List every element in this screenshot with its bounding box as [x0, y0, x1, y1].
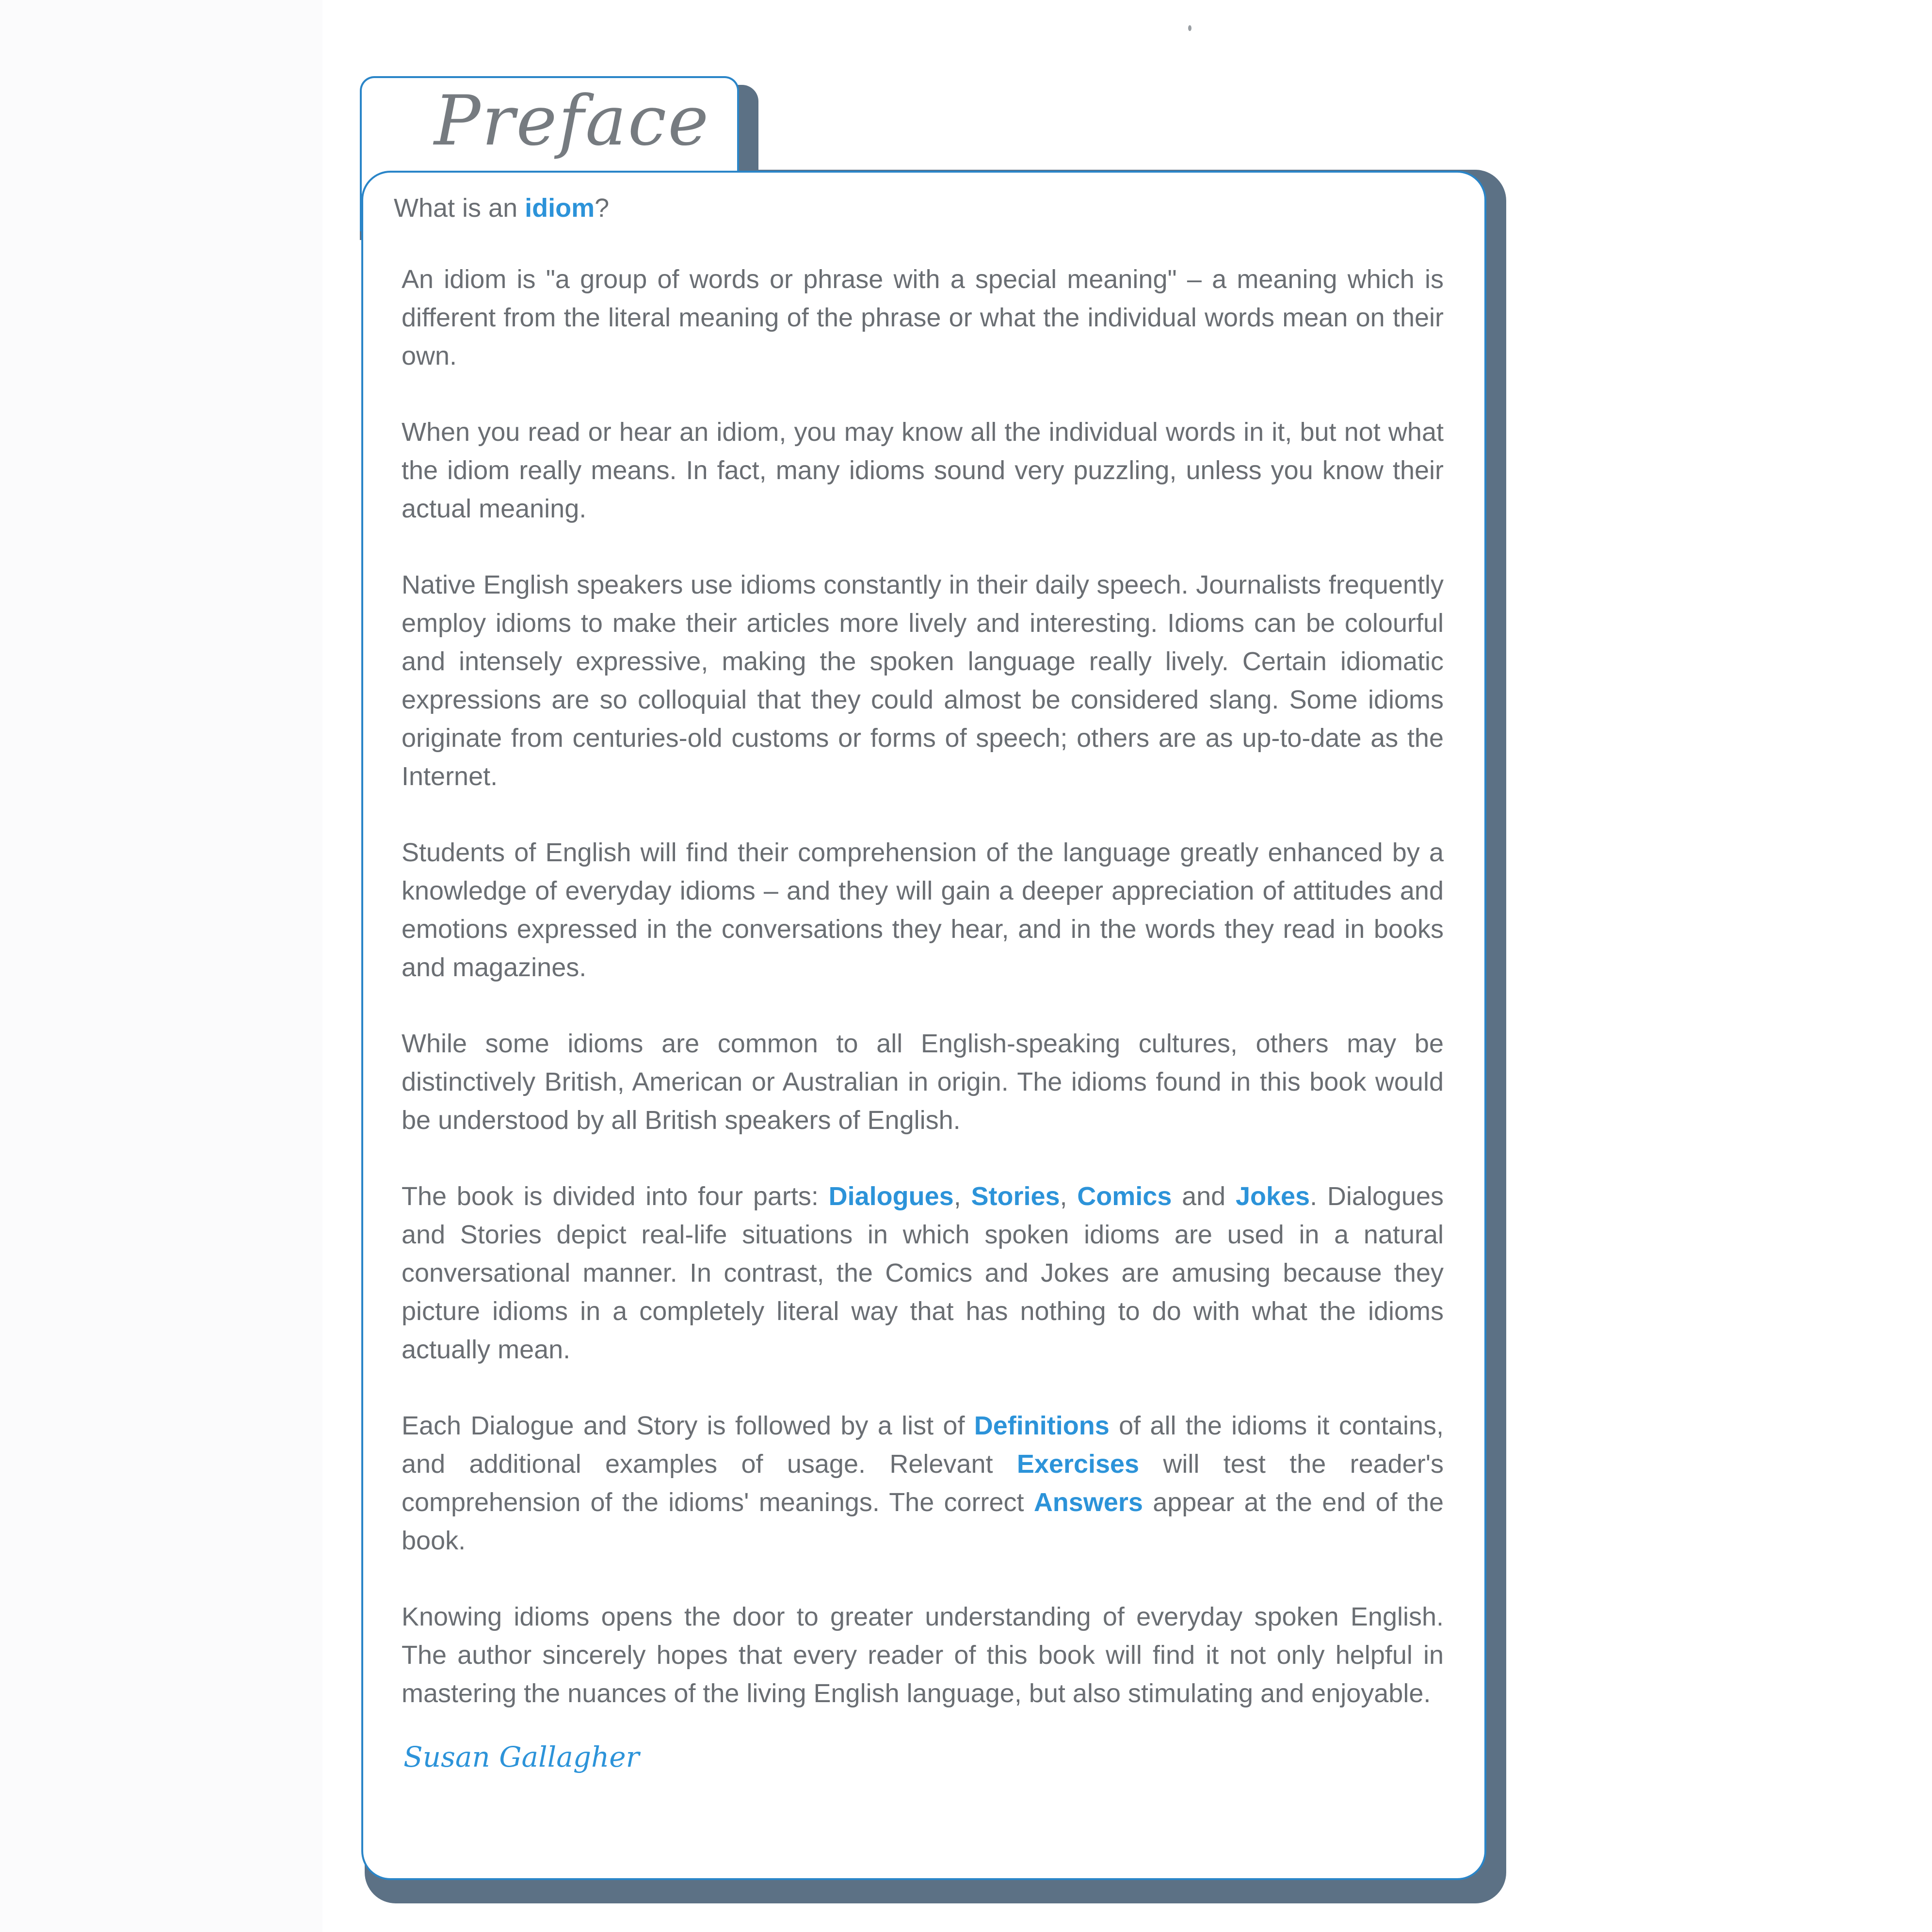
text-segment: will test the reader's comprehension of the idioms' meanings. The correct — [402, 1449, 1444, 1517]
text-segment: , — [953, 1182, 971, 1211]
part-dialogues: Dialogues — [828, 1182, 954, 1211]
text-segment: . Dialogues and Stories depict real-life situations in which spoken idioms are used in a natural conversational manner. In contrast, the Comics and Jokes are amusing because they picture idioms in a completely literal way that has nothing to do with what the idioms actually mean. — [402, 1182, 1444, 1364]
paragraph-structure — [402, 1407, 1444, 1560]
page-title: Preface — [434, 81, 710, 161]
part-comics: Comics — [1077, 1182, 1172, 1211]
idiom-term: idiom — [525, 193, 595, 223]
part-stories: Stories — [971, 1182, 1060, 1211]
text-segment: The book is divided into four parts: — [402, 1182, 829, 1211]
question-suffix: ? — [595, 193, 610, 223]
scan-left-margin — [0, 0, 322, 1932]
part-jokes: Jokes — [1235, 1182, 1310, 1211]
section-exercises: Exercises — [1016, 1449, 1140, 1479]
paragraph-book-parts — [402, 1177, 1444, 1369]
question-prefix: What is an — [394, 193, 525, 223]
text-segment: Each Dialogue and Story is followed by a list of — [402, 1411, 974, 1440]
paragraph-definition: An idiom is "a group of words or phrase with a special meaning" – a meaning which is different from the literal meaning of the phrase or what the individual words mean on their own. — [402, 265, 1444, 370]
paragraph-puzzling: When you read or hear an idiom, you may know all the individual words in it, but not what the idiom really means. In fact, many idioms sound very puzzling, unless you know their actual meaning. — [402, 418, 1444, 523]
paragraph-closing: Knowing idioms opens the door to greater understanding of everyday spoken English. The author sincerely hopes that every reader of this book will find it not only helpful in mastering the nuances of the living English language, but also stimulating and enjoyable. — [402, 1602, 1444, 1708]
paragraph-cultures: While some idioms are common to all English-speaking cultures, others may be distinctively British, American or Australian in origin. The idioms found in this book would be understood by all British speakers of English. — [402, 1029, 1444, 1135]
intro-question — [394, 189, 1444, 227]
scan-speck — [1188, 25, 1191, 31]
section-definitions: Definitions — [974, 1411, 1110, 1440]
text-segment: of all the idioms it contains, and additional examples of usage. Relevant — [402, 1411, 1444, 1479]
text-segment: , — [1060, 1182, 1078, 1211]
text-segment: appear at the end of the book. — [402, 1488, 1444, 1555]
author-signature: Susan Gallagher — [403, 1740, 640, 1773]
section-answers: Answers — [1033, 1488, 1143, 1517]
preface-body — [394, 189, 1444, 1776]
text-segment: and — [1172, 1182, 1236, 1211]
paragraph-native-speakers: Native English speakers use idioms constantly in their daily speech. Journalists frequently employ idioms to make their articles more lively and interesting. Idioms can be colourful and intensely expressive, making the spoken language really lively. Certain idiomatic expressions are so colloquial that they could almost be considered slang. Some idioms originate from centuries-old customs or forms of speech; others are as up-to-date as the Internet. — [402, 570, 1444, 791]
paragraph-students: Students of English will find their comprehension of the language greatly enhanced by a knowledge of everyday idioms – and they will gain a deeper appreciation of attitudes and emotions expressed in the conversations they hear, and in the words they read in books and magazines. — [402, 838, 1444, 982]
